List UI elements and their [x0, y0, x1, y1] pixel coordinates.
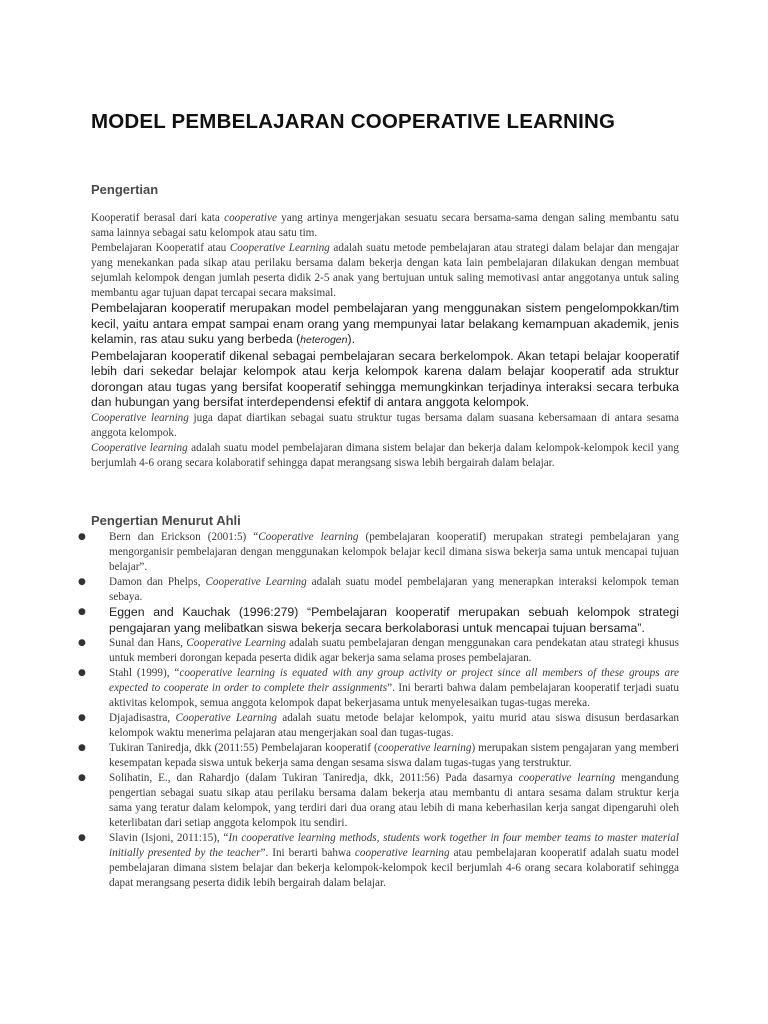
- bullet-icon: ●: [78, 638, 86, 648]
- paragraph-struktur-tugas: Cooperative learning juga dapat diartikan sebagai suatu struktur tugas bersama dalam suasana kebersamaan di antara sesama anggota kelompok.: [91, 411, 679, 439]
- list-item-slavin: ● Slavin (Isjoni, 2011:15), “In cooperative learning methods, students work together in four member teams to master material initially presented by the teacher”. Ini berarti bahwa cooperative learning atau pembelajaran kooperatif adalah suatu model pembelajaran dimana sistem belajar dan bekerja kelompok-kelompok kecil berjumlah 4-6 orang secara kolaboratif sehingga dapat merangsang peserta didik lebih bergairah dalam belajar.: [78, 832, 679, 889]
- paragraph-berkelompok: Pembelajaran kooperatif dikenal sebagai pembelajaran secara berkelompok. Akan tetapi belajar kooperatif lebih dari sekedar belajar kelompok atau kerja kelompok karena dalam belajar kooperatif ada struktur dorongan atau tugas yang bersifat kooperatif sehingga memungkinkan terjadinya interaksi secara terbuka dan hubungan yang bersifat interdependensi efektif di antara anggota kelompok.: [91, 348, 679, 409]
- list-item-bern-erickson: ● Bern dan Erickson (2001:5) “Cooperative learning (pembelajaran kooperatif) merupakan strategi pembelajaran yang mengorganisir pembelajaran dengan menggunakan kelompok belajar kecil dimana siswa bekerja sama untuk mencapai tujuan belajar”.: [78, 531, 679, 573]
- list-item-damon-phelps: ● Damon dan Phelps, Cooperative Learning adalah suatu model pembelajaran yang menerapkan interaksi kelompok teman sebaya.: [78, 576, 679, 603]
- bullet-icon: ●: [78, 607, 86, 617]
- list-item-eggen-kauchak: ● Eggen and Kauchak (1996:279) “Pembelajaran kooperatif merupakan sebuah kelompok strategi pengajaran yang melibatkan siswa bekerja secara berkolaborasi untuk mencapai tujuan bersama”.: [78, 605, 679, 635]
- expert-definitions-list: [78, 530, 680, 891]
- section-heading-pengertian-menurut-ahli: Pengertian Menurut Ahli: [91, 513, 241, 528]
- bullet-icon: ●: [78, 743, 86, 753]
- intro-section: [91, 211, 679, 471]
- paragraph-model-heterogen: Pembelajaran kooperatif merupakan model pembelajaran yang menggunakan sistem pengelompokkan/tim kecil, yaitu antara empat sampai enam orang yang mempunyai latar belakang kemampuan akademik, jenis kelamin, ras atau suku yang berbeda (heterogen).: [91, 301, 679, 346]
- list-item-djajadisastra: ● Djajadisastra, Cooperative Learning adalah suatu metode belajar kelompok, yaitu murid atau siswa disusun berdasarkan kelompok waktu menerima pelajaran atau mengerjakan soal dan tugas-tugas.: [78, 712, 680, 739]
- paragraph-model-kolaboratif: Cooperative learning adalah suatu model pembelajaran dimana sistem belajar dan bekerja dalam kelompok-kelompok kecil yang berjumlah 4-6 orang secara kolaboratif sehingga dapat merangsang siswa lebih bergairah dalam belajar.: [91, 441, 679, 469]
- bullet-icon: ●: [78, 833, 86, 843]
- bullet-icon: ●: [78, 577, 86, 587]
- list-item-stahl: ● Stahl (1999), “cooperative learning is equated with any group activity or project since all members of these groups are expected to cooperate in order to complete their assignments”. Ini berarti bahwa dalam pembelajaran kooperatif terjadi suatu aktivitas kelompok, semua anggota kelompok dapat bekerjasama untuk menyelesaikan tugas-tugas mereka.: [78, 667, 679, 709]
- list-item-tukiran-taniredja: ● Tukiran Taniredja, dkk (2011:55) Pembelajaran kooperatif (cooperative learning) merupakan sistem pengajaran yang memberi kesempatan kepada siswa untuk bekerja sama dengan sesama siswa dalam tugas-tugas yang terstruktur.: [78, 742, 679, 769]
- section-heading-pengertian: Pengertian: [91, 182, 159, 197]
- bullet-icon: ●: [78, 532, 86, 542]
- page-title: MODEL PEMBELAJARAN COOPERATIVE LEARNING: [91, 110, 616, 133]
- bullet-icon: ●: [78, 668, 86, 678]
- list-item-sunal-hans: ● Sunal dan Hans, Cooperative Learning adalah suatu pembelajaran dengan menggunakan cara pendekatan atau strategi khusus untuk memberi dorongan kepada peserta didik agar bekerja sama selama proses pembelajaran.: [78, 637, 679, 664]
- paragraph-definition-kooperatif: Kooperatif berasal dari kata cooperative yang artinya mengerjakan sesuatu secara bersama-sama dengan saling membantu satu sama lainnya sebagai satu kelompok atau satu tim.: [91, 212, 679, 239]
- list-item-solihatin-rahardjo: ● Solihatin, E., dan Rahardjo (dalam Tukiran Taniredja, dkk, 2011:56) Pada dasarnya cooperative learning mengandung pengertian sebagai suatu sikap atau perilaku bersama dalam bekerja atau membantu di antara sesama dalam struktur kerja sama yang teratur dalam kelompok, yang terdiri dari dua orang atau lebih di mana keberhasilan kerja sangat dipengaruhi oleh keterlibatan dari setiap anggota kelompok itu sendiri.: [78, 772, 679, 829]
- bullet-icon: ●: [78, 773, 86, 783]
- paragraph-definition-cooperative-learning: Pembelajaran Kooperatif atau Cooperative Learning adalah suatu metode pembelajaran atau strategi dalam belajar dan mengajar yang menekankan pada sikap atau perilaku bersama dalam bekerja dengan kata lain pembelajaran dilakukan dengan membuat sejumlah kelompok dengan jumlah peserta didik 2-5 anak yang bertujuan untuk saling memotivasi antar anggotanya untuk saling membantu agar tujuan dapat tercapai secara maksimal.: [91, 242, 679, 299]
- bullet-icon: ●: [78, 713, 86, 723]
